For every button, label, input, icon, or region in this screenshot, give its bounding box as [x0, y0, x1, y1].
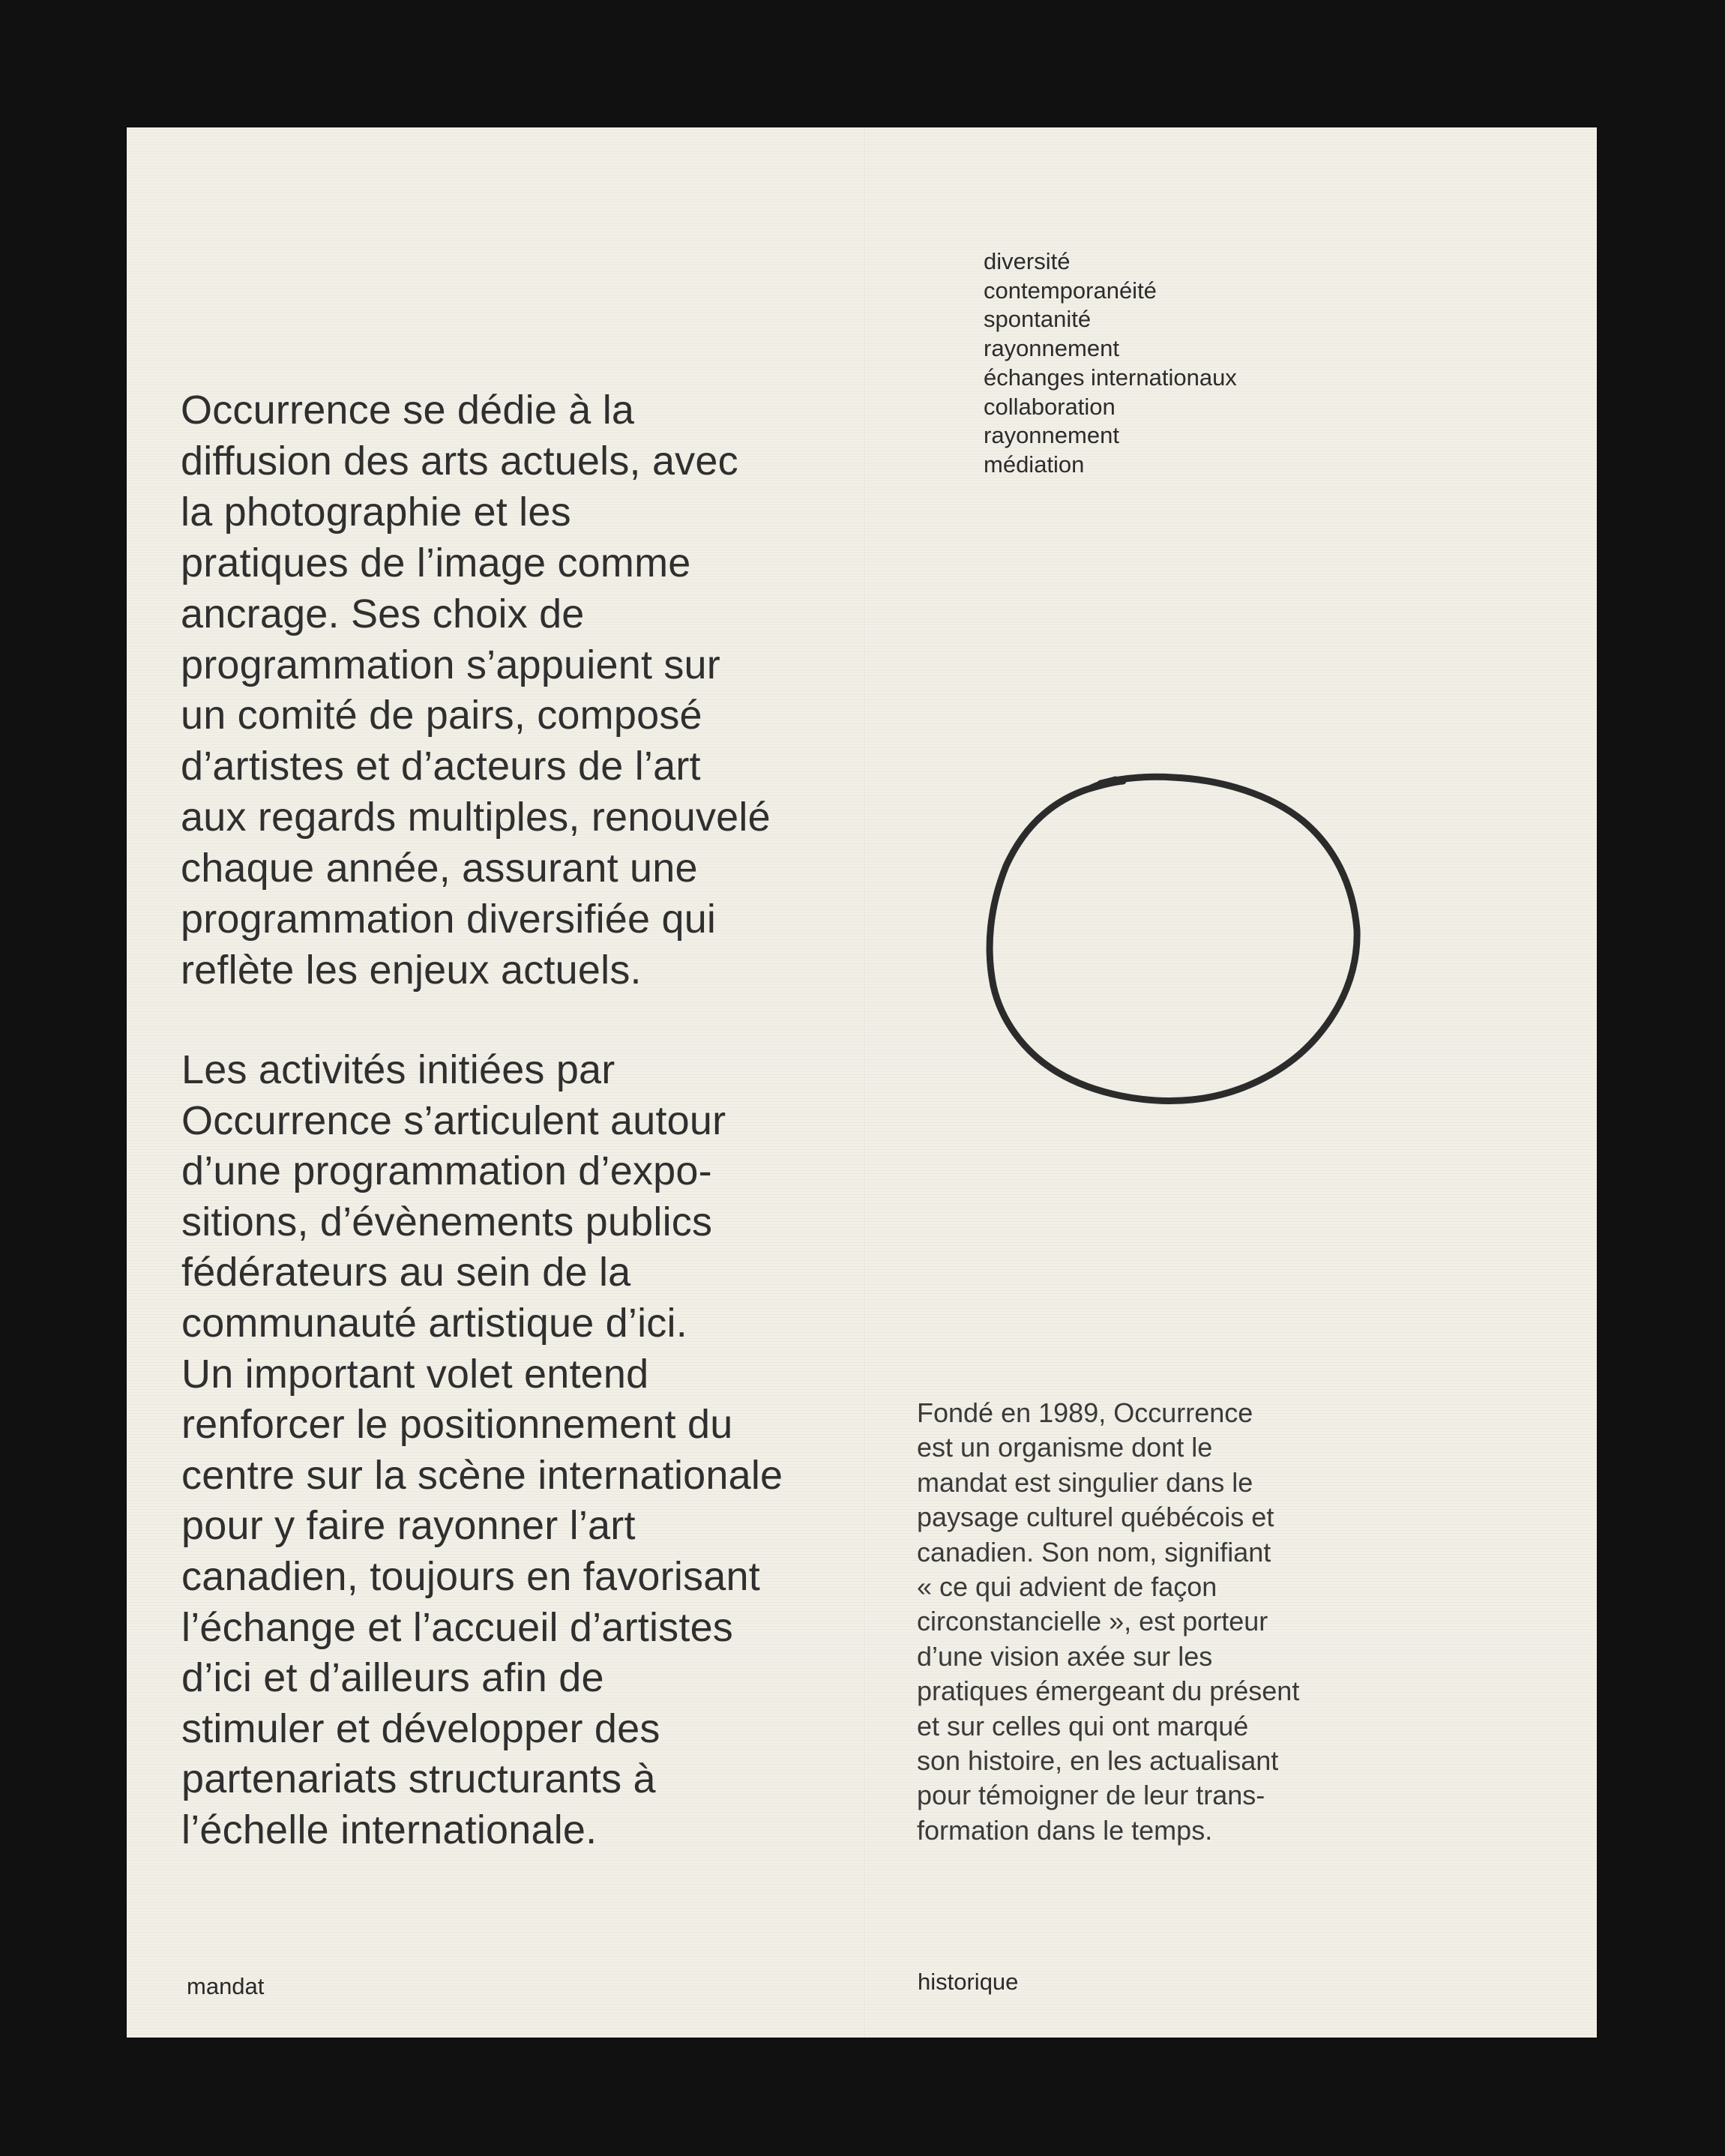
- text-line: un comité de pairs, composé: [181, 693, 702, 738]
- text-line: pratiques de l’image comme: [181, 540, 691, 585]
- keyword-item: spontanité: [984, 306, 1092, 333]
- text-line: programmation diversifiée qui: [181, 897, 717, 942]
- text-line: d’ici et d’ailleurs afin de: [181, 1655, 604, 1701]
- text-line: sitions, d’évènements publics: [181, 1199, 713, 1244]
- text-line: communauté artistique d’ici.: [181, 1300, 687, 1346]
- text-line: aux regards multiples, renouvelé: [181, 795, 771, 840]
- text-line: « ce qui advient de façon: [917, 1571, 1217, 1603]
- text-line: pratiques émergeant du présent: [917, 1675, 1300, 1707]
- text-line: Occurrence s’articulent autour: [181, 1097, 726, 1143]
- text-line: la photographie et les: [181, 489, 571, 535]
- right-panel: [866, 127, 1597, 2038]
- keyword-item: rayonnement: [984, 422, 1119, 449]
- text-line: et sur celles qui ont marqué: [917, 1710, 1249, 1741]
- keyword-item: collaboration: [984, 393, 1116, 420]
- section-label-mandat: mandat: [187, 1973, 265, 1999]
- text-line: formation dans le temps.: [917, 1814, 1213, 1846]
- keyword-item: médiation: [984, 451, 1085, 478]
- text-line: Fondé en 1989, Occurrence: [917, 1397, 1253, 1428]
- text-line: Les activités initiées par: [181, 1047, 615, 1092]
- text-line: programmation s’appuient sur: [181, 642, 720, 687]
- history-paragraph: [917, 1396, 1337, 1848]
- keyword-item: contemporanéité: [984, 277, 1157, 304]
- text-line: partenariats structurants à: [181, 1756, 656, 1802]
- keyword-item: échanges internationaux: [984, 364, 1237, 391]
- text-line: d’une programmation d’expo-: [181, 1148, 712, 1194]
- text-line: Un important volet entend: [181, 1351, 649, 1397]
- section-label-historique: historique: [918, 1969, 1019, 1995]
- text-line: pour y faire rayonner l’art: [181, 1503, 636, 1549]
- folded-leaflet: [127, 127, 1597, 2038]
- text-line: canadien, toujours en favorisant: [181, 1553, 760, 1599]
- keyword-item: diversité: [984, 248, 1071, 274]
- hand-drawn-circle: [975, 761, 1372, 1121]
- text-line: d’une vision axée sur les: [917, 1640, 1213, 1672]
- text-line: stimuler et développer des: [181, 1705, 660, 1751]
- text-line: circonstancielle », est porteur: [917, 1606, 1268, 1637]
- text-line: l’échelle internationale.: [181, 1807, 597, 1852]
- text-line: renforcer le positionnement du: [181, 1402, 733, 1448]
- text-line: fédérateurs au sein de la: [181, 1250, 631, 1295]
- text-line: ancrage. Ses choix de: [181, 591, 585, 636]
- text-line: canadien. Son nom, signifiant: [917, 1536, 1271, 1568]
- text-line: reflète les enjeux actuels.: [181, 947, 642, 993]
- text-line: son histoire, en les actualisant: [917, 1745, 1279, 1777]
- text-line: Occurrence se dédie à la: [181, 388, 635, 433]
- keyword-item: rayonnement: [984, 335, 1119, 362]
- text-line: mandat est singulier dans le: [917, 1466, 1253, 1498]
- text-line: l’échange et l’accueil d’artistes: [181, 1604, 733, 1650]
- circle-icon: [975, 761, 1372, 1121]
- text-line: est un organisme dont le: [917, 1432, 1213, 1463]
- text-line: centre sur la scène internationale: [181, 1452, 783, 1498]
- text-line: chaque année, assurant une: [181, 846, 698, 891]
- text-line: diffusion des arts actuels, avec: [181, 438, 738, 484]
- keyword-list: [984, 247, 1237, 480]
- left-panel: [127, 127, 864, 2038]
- text-line: d’artistes et d’acteurs de l’art: [181, 744, 701, 789]
- text-line: paysage culturel québécois et: [917, 1502, 1274, 1533]
- mandate-paragraph-2: [181, 1045, 841, 1856]
- text-line: pour témoigner de leur trans-: [917, 1780, 1265, 1811]
- mandate-paragraph-1: [181, 385, 840, 996]
